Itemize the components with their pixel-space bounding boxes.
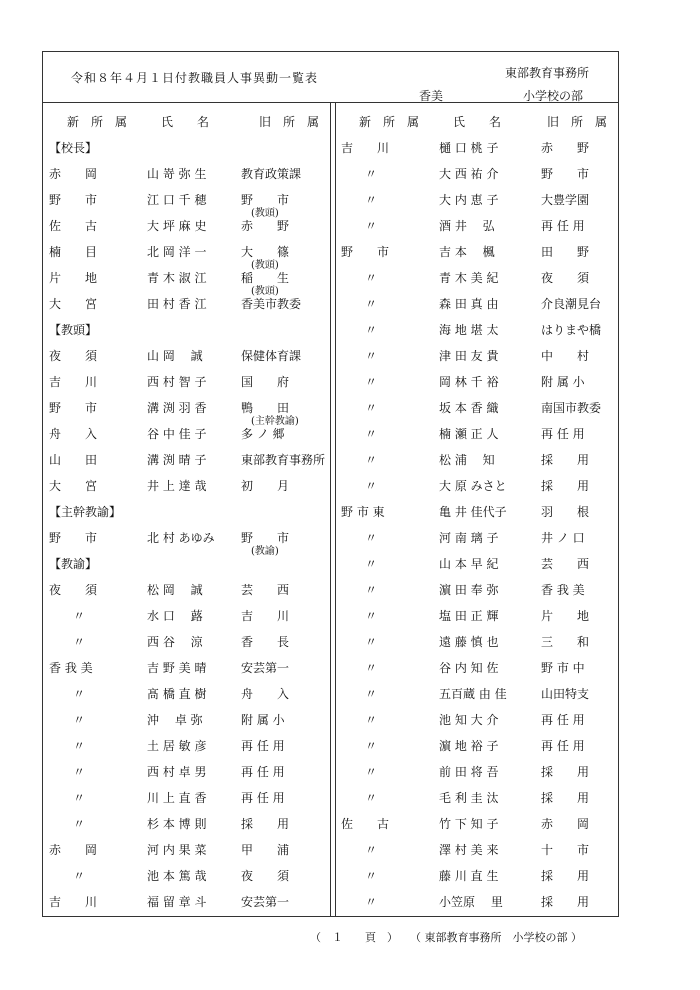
new-affiliation: 〃 [365, 531, 378, 545]
new-affiliation: 〃 [365, 323, 378, 337]
table-row [341, 425, 615, 451]
section-label: 【教頭】 [49, 323, 98, 337]
table-row [341, 581, 615, 607]
new-affiliation: 〃 [365, 167, 378, 181]
person-name: 谷 中 佳 子 [147, 427, 207, 441]
division-name: 小学校の部 [523, 89, 584, 103]
table-row [49, 217, 325, 243]
old-affiliation: 野 市 中 [541, 661, 585, 675]
new-affiliation: 〃 [73, 739, 86, 753]
table-row [49, 477, 325, 503]
new-affiliation: 〃 [73, 713, 86, 727]
person-name: 青 木 美 紀 [439, 271, 499, 285]
table-row [49, 737, 325, 763]
new-affiliation: 〃 [365, 661, 378, 675]
old-affiliation: 再 任 用 [241, 739, 285, 753]
new-affiliation: 片 地 [49, 271, 98, 285]
section-label: 【主幹教諭】 [49, 505, 122, 519]
left-column-header [49, 113, 325, 139]
old-affiliation: 安芸第一 [241, 661, 290, 675]
header-new-affiliation: 新 所 属 [67, 115, 128, 129]
old-affiliation: 十 市 [541, 843, 590, 857]
document-title: 令和８年４月１日付教職員人事異動一覧表 [71, 71, 319, 85]
person-name: 土 居 敏 彦 [147, 739, 207, 753]
person-name: 藤 川 直 生 [439, 869, 499, 883]
header-name: 氏 名 [161, 115, 210, 129]
table-row [341, 139, 615, 165]
position-note: (教頭) [251, 286, 279, 297]
person-name: 池 本 篤 哉 [147, 869, 207, 883]
old-affiliation: 採 用 [541, 895, 590, 909]
person-name: 大 坪 麻 史 [147, 219, 207, 233]
old-affiliation: 採 用 [541, 765, 590, 779]
old-affiliation: 再 任 用 [241, 791, 285, 805]
person-name: 大 内 恵 子 [439, 193, 499, 207]
person-name: 江 口 千 穂 [147, 193, 207, 207]
table-row [341, 477, 615, 503]
table-row [341, 607, 615, 633]
person-name: 西 谷 涼 [147, 635, 203, 649]
column-divider-right [335, 103, 336, 916]
person-name: 濵 地 裕 子 [439, 739, 499, 753]
table-row [49, 373, 325, 399]
new-affiliation: 〃 [365, 609, 378, 623]
table-row [341, 269, 615, 295]
person-name: 竹 下 知 子 [439, 817, 499, 831]
old-affiliation: 国 府 [241, 375, 290, 389]
table-row [341, 737, 615, 763]
person-name: 森 田 真 由 [439, 297, 499, 311]
table-row [341, 815, 615, 841]
new-affiliation: 〃 [365, 843, 378, 857]
person-name: 北 村 あゆみ [147, 531, 215, 545]
new-affiliation: 〃 [365, 583, 378, 597]
table-row [49, 295, 325, 321]
table-row [341, 711, 615, 737]
new-affiliation: 山 田 [49, 453, 98, 467]
right-column [341, 113, 615, 919]
new-affiliation: 吉 川 [49, 375, 98, 389]
new-affiliation: 〃 [365, 557, 378, 571]
person-name: 山 岡 誠 [147, 349, 203, 363]
old-affiliation: 大豊学園 [541, 193, 590, 207]
old-affiliation: 芸 西 [541, 557, 590, 571]
new-affiliation: 〃 [365, 713, 378, 727]
old-affiliation: 井 ノ 口 [541, 531, 585, 545]
new-affiliation: 〃 [365, 401, 378, 415]
old-affiliation: 三 和 [541, 635, 590, 649]
table-row [49, 685, 325, 711]
person-name: 河 内 果 菜 [147, 843, 207, 857]
old-affiliation: 赤 野 [241, 219, 290, 233]
person-name: 吉 野 美 晴 [147, 661, 207, 675]
position-note: (教諭) [251, 546, 279, 557]
old-affiliation: 羽 根 [541, 505, 590, 519]
old-affiliation: 教育政策課 [241, 167, 302, 181]
person-name: 福 留 章 斗 [147, 895, 207, 909]
table-row [341, 243, 615, 269]
person-name: 亀 井 佳代子 [439, 505, 507, 519]
person-name: 大 西 祐 介 [439, 167, 499, 181]
old-affiliation: 芸 西 [241, 583, 290, 597]
person-name: 西 村 卓 男 [147, 765, 207, 779]
table-row [341, 217, 615, 243]
old-affiliation: 採 用 [541, 791, 590, 805]
table-row [341, 529, 615, 555]
new-affiliation: 〃 [365, 219, 378, 233]
old-affiliation: 甲 浦 [241, 843, 290, 857]
person-name: 山 本 早 紀 [439, 557, 499, 571]
table-row [49, 165, 325, 191]
old-affiliation: はりまや橋 [541, 323, 602, 337]
old-affiliation: 片 地 [541, 609, 590, 623]
person-name: 大 原 みさと [439, 479, 507, 493]
old-affiliation: 附 属 小 [241, 713, 285, 727]
person-name: 松 浦 知 [439, 453, 495, 467]
person-name: 谷 内 知 佐 [439, 661, 499, 675]
new-affiliation: 野 市 [49, 193, 98, 207]
person-name: 水 口 蕗 [147, 609, 203, 623]
person-name: 川 上 直 香 [147, 791, 207, 805]
new-affiliation: 舟 入 [49, 427, 98, 441]
new-affiliation: 夜 須 [49, 583, 98, 597]
old-affiliation: 山田特支 [541, 687, 590, 701]
person-name: 田 村 香 江 [147, 297, 207, 311]
old-affiliation: 再 任 用 [541, 427, 585, 441]
old-affiliation: 舟 入 [241, 687, 290, 701]
section-label: 【教諭】 [49, 557, 98, 571]
table-row [49, 789, 325, 815]
table-row [49, 191, 325, 217]
old-affiliation: 再 任 用 [541, 713, 585, 727]
old-affiliation: 採 用 [541, 479, 590, 493]
person-name: 溝 渕 羽 香 [147, 401, 207, 415]
new-affiliation: 〃 [365, 687, 378, 701]
old-affiliation: 多 ノ 郷 [241, 427, 285, 441]
table-row [49, 633, 325, 659]
old-affiliation: 採 用 [541, 869, 590, 883]
section-row [49, 503, 325, 529]
old-affiliation: 附 属 小 [541, 375, 585, 389]
new-affiliation: 野 市 [49, 531, 98, 545]
person-name: 酒 井 弘 [439, 219, 495, 233]
person-name: 楠 瀬 正 人 [439, 427, 499, 441]
table-row [49, 815, 325, 841]
old-affiliation: 赤 岡 [541, 817, 590, 831]
person-name: 澤 村 美 来 [439, 843, 499, 857]
new-affiliation: 野 市 東 [341, 505, 385, 519]
table-row [341, 685, 615, 711]
person-name: 坂 本 香 織 [439, 401, 499, 415]
table-row [341, 763, 615, 789]
old-affiliation: 赤 野 [541, 141, 590, 155]
section-row [49, 139, 325, 165]
table-row [49, 451, 325, 477]
header-old-affiliation: 旧 所 属 [259, 115, 320, 129]
table-row [341, 295, 615, 321]
new-affiliation: 〃 [365, 765, 378, 779]
new-affiliation: 〃 [365, 739, 378, 753]
column-divider-left [330, 103, 331, 916]
old-affiliation: 香 長 [241, 635, 290, 649]
new-affiliation: 野 市 [49, 401, 98, 415]
left-column [49, 113, 325, 919]
table-row [49, 659, 325, 685]
right-column-header [341, 113, 615, 139]
person-name: 杉 本 博 則 [147, 817, 207, 831]
table-row [341, 659, 615, 685]
new-affiliation: 佐 古 [49, 219, 98, 233]
person-name: 西 村 智 子 [147, 375, 207, 389]
table-row [341, 555, 615, 581]
old-affiliation: 中 村 [541, 349, 590, 363]
old-affiliation: 吉 川 [241, 609, 290, 623]
new-affiliation: 〃 [365, 453, 378, 467]
position-note: (教頭) [251, 208, 279, 219]
header-new-affiliation: 新 所 属 [359, 115, 420, 129]
old-affiliation: 再 任 用 [541, 739, 585, 753]
table-row [341, 893, 615, 919]
header-old-affiliation: 旧 所 属 [547, 115, 608, 129]
office-name: 東部教育事務所 [505, 66, 590, 80]
new-affiliation: 赤 岡 [49, 843, 98, 857]
old-affiliation: 夜 須 [541, 271, 590, 285]
old-affiliation: 再 任 用 [241, 765, 285, 779]
table-row [49, 529, 325, 555]
new-affiliation: 〃 [73, 609, 86, 623]
personnel-table-frame [42, 51, 619, 917]
old-affiliation: 田 野 [541, 245, 590, 259]
position-note: (主幹教諭) [251, 416, 299, 427]
new-affiliation: 〃 [365, 349, 378, 363]
old-affiliation: 香 我 美 [541, 583, 585, 597]
table-row [49, 347, 325, 373]
new-affiliation: 〃 [73, 869, 86, 883]
table-row [49, 607, 325, 633]
new-affiliation: 〃 [73, 817, 86, 831]
table-row [341, 789, 615, 815]
header-name: 氏 名 [453, 115, 502, 129]
new-affiliation: 〃 [365, 271, 378, 285]
person-name: 毛 利 圭 汰 [439, 791, 499, 805]
table-row [341, 867, 615, 893]
new-affiliation: 〃 [365, 791, 378, 805]
person-name: 井 上 達 哉 [147, 479, 207, 493]
person-name: 濵 田 奉 弥 [439, 583, 499, 597]
new-affiliation: 〃 [365, 193, 378, 207]
new-affiliation: 〃 [365, 869, 378, 883]
new-affiliation: 夜 須 [49, 349, 98, 363]
person-name: 青 木 淑 江 [147, 271, 207, 285]
person-name: 山 嵜 弥 生 [147, 167, 207, 181]
new-affiliation: 〃 [73, 765, 86, 779]
new-affiliation: 〃 [365, 479, 378, 493]
person-name: 河 南 璃 子 [439, 531, 499, 545]
new-affiliation: 〃 [365, 635, 378, 649]
old-affiliation: 東部教育事務所 [241, 453, 326, 467]
region-name: 香美 [419, 89, 444, 103]
new-affiliation: 〃 [73, 791, 86, 805]
table-row [49, 763, 325, 789]
table-row [341, 633, 615, 659]
table-row [49, 581, 325, 607]
table-row [341, 399, 615, 425]
old-affiliation: 香美市教委 [241, 297, 302, 311]
table-row [49, 711, 325, 737]
new-affiliation: 〃 [365, 427, 378, 441]
footer-office: （ 東部教育事務所 小学校の部 ） [410, 931, 582, 944]
person-name: 小笠原 里 [439, 895, 503, 909]
old-affiliation: 野 市 [541, 167, 590, 181]
section-row [49, 321, 325, 347]
new-affiliation: 野 市 [341, 245, 390, 259]
table-row [341, 503, 615, 529]
person-name: 五百蔵 由 佳 [439, 687, 507, 701]
old-affiliation: 保健体育課 [241, 349, 302, 363]
new-affiliation: 吉 川 [49, 895, 98, 909]
table-row [49, 841, 325, 867]
new-affiliation: 〃 [365, 895, 378, 909]
old-affiliation: 野 市 [241, 193, 290, 207]
table-row [341, 347, 615, 373]
old-affiliation: 大 篠 [241, 245, 290, 259]
position-note: (教頭) [251, 260, 279, 271]
table-row [49, 893, 325, 919]
old-affiliation: 採 用 [541, 453, 590, 467]
person-name: 津 田 友 貴 [439, 349, 499, 363]
new-affiliation: 〃 [73, 687, 86, 701]
person-name: 前 田 将 吾 [439, 765, 499, 779]
table-row [341, 321, 615, 347]
table-row [49, 867, 325, 893]
new-affiliation: 〃 [365, 297, 378, 311]
person-name: 髙 橋 直 樹 [147, 687, 207, 701]
new-affiliation: 佐 古 [341, 817, 390, 831]
section-label: 【校長】 [49, 141, 98, 155]
person-name: 塩 田 正 輝 [439, 609, 499, 623]
old-affiliation: 安芸第一 [241, 895, 290, 909]
person-name: 池 知 大 介 [439, 713, 499, 727]
person-name: 海 地 堪 太 [439, 323, 499, 337]
new-affiliation: 〃 [365, 375, 378, 389]
old-affiliation: 野 市 [241, 531, 290, 545]
person-name: 吉 本 楓 [439, 245, 495, 259]
section-row [49, 555, 325, 581]
old-affiliation: 初 月 [241, 479, 290, 493]
table-row [49, 269, 325, 295]
person-name: 遠 藤 慎 也 [439, 635, 499, 649]
old-affiliation: 鴨 田 [241, 401, 290, 415]
table-row [49, 243, 325, 269]
old-affiliation: 介良潮見台 [541, 297, 602, 311]
table-row [341, 451, 615, 477]
new-affiliation: 大 宮 [49, 479, 98, 493]
old-affiliation: 夜 須 [241, 869, 290, 883]
table-row [341, 373, 615, 399]
old-affiliation: 南国市教委 [541, 401, 602, 415]
person-name: 岡 林 千 裕 [439, 375, 499, 389]
table-row [341, 191, 615, 217]
new-affiliation: 大 宮 [49, 297, 98, 311]
new-affiliation: 赤 岡 [49, 167, 98, 181]
table-row [341, 165, 615, 191]
new-affiliation: 吉 川 [341, 141, 390, 155]
person-name: 樋 口 桃 子 [439, 141, 499, 155]
person-name: 溝 渕 晴 子 [147, 453, 207, 467]
old-affiliation: 採 用 [241, 817, 290, 831]
old-affiliation: 稲 生 [241, 271, 290, 285]
table-row [49, 425, 325, 451]
new-affiliation: 〃 [73, 635, 86, 649]
new-affiliation: 楠 目 [49, 245, 98, 259]
person-name: 松 岡 誠 [147, 583, 203, 597]
page-number: （ １ 頁 ） [310, 931, 398, 944]
old-affiliation: 再 任 用 [541, 219, 585, 233]
table-row [341, 841, 615, 867]
person-name: 沖 卓 弥 [147, 713, 203, 727]
new-affiliation: 香 我 美 [49, 661, 93, 675]
person-name: 北 岡 洋 一 [147, 245, 207, 259]
